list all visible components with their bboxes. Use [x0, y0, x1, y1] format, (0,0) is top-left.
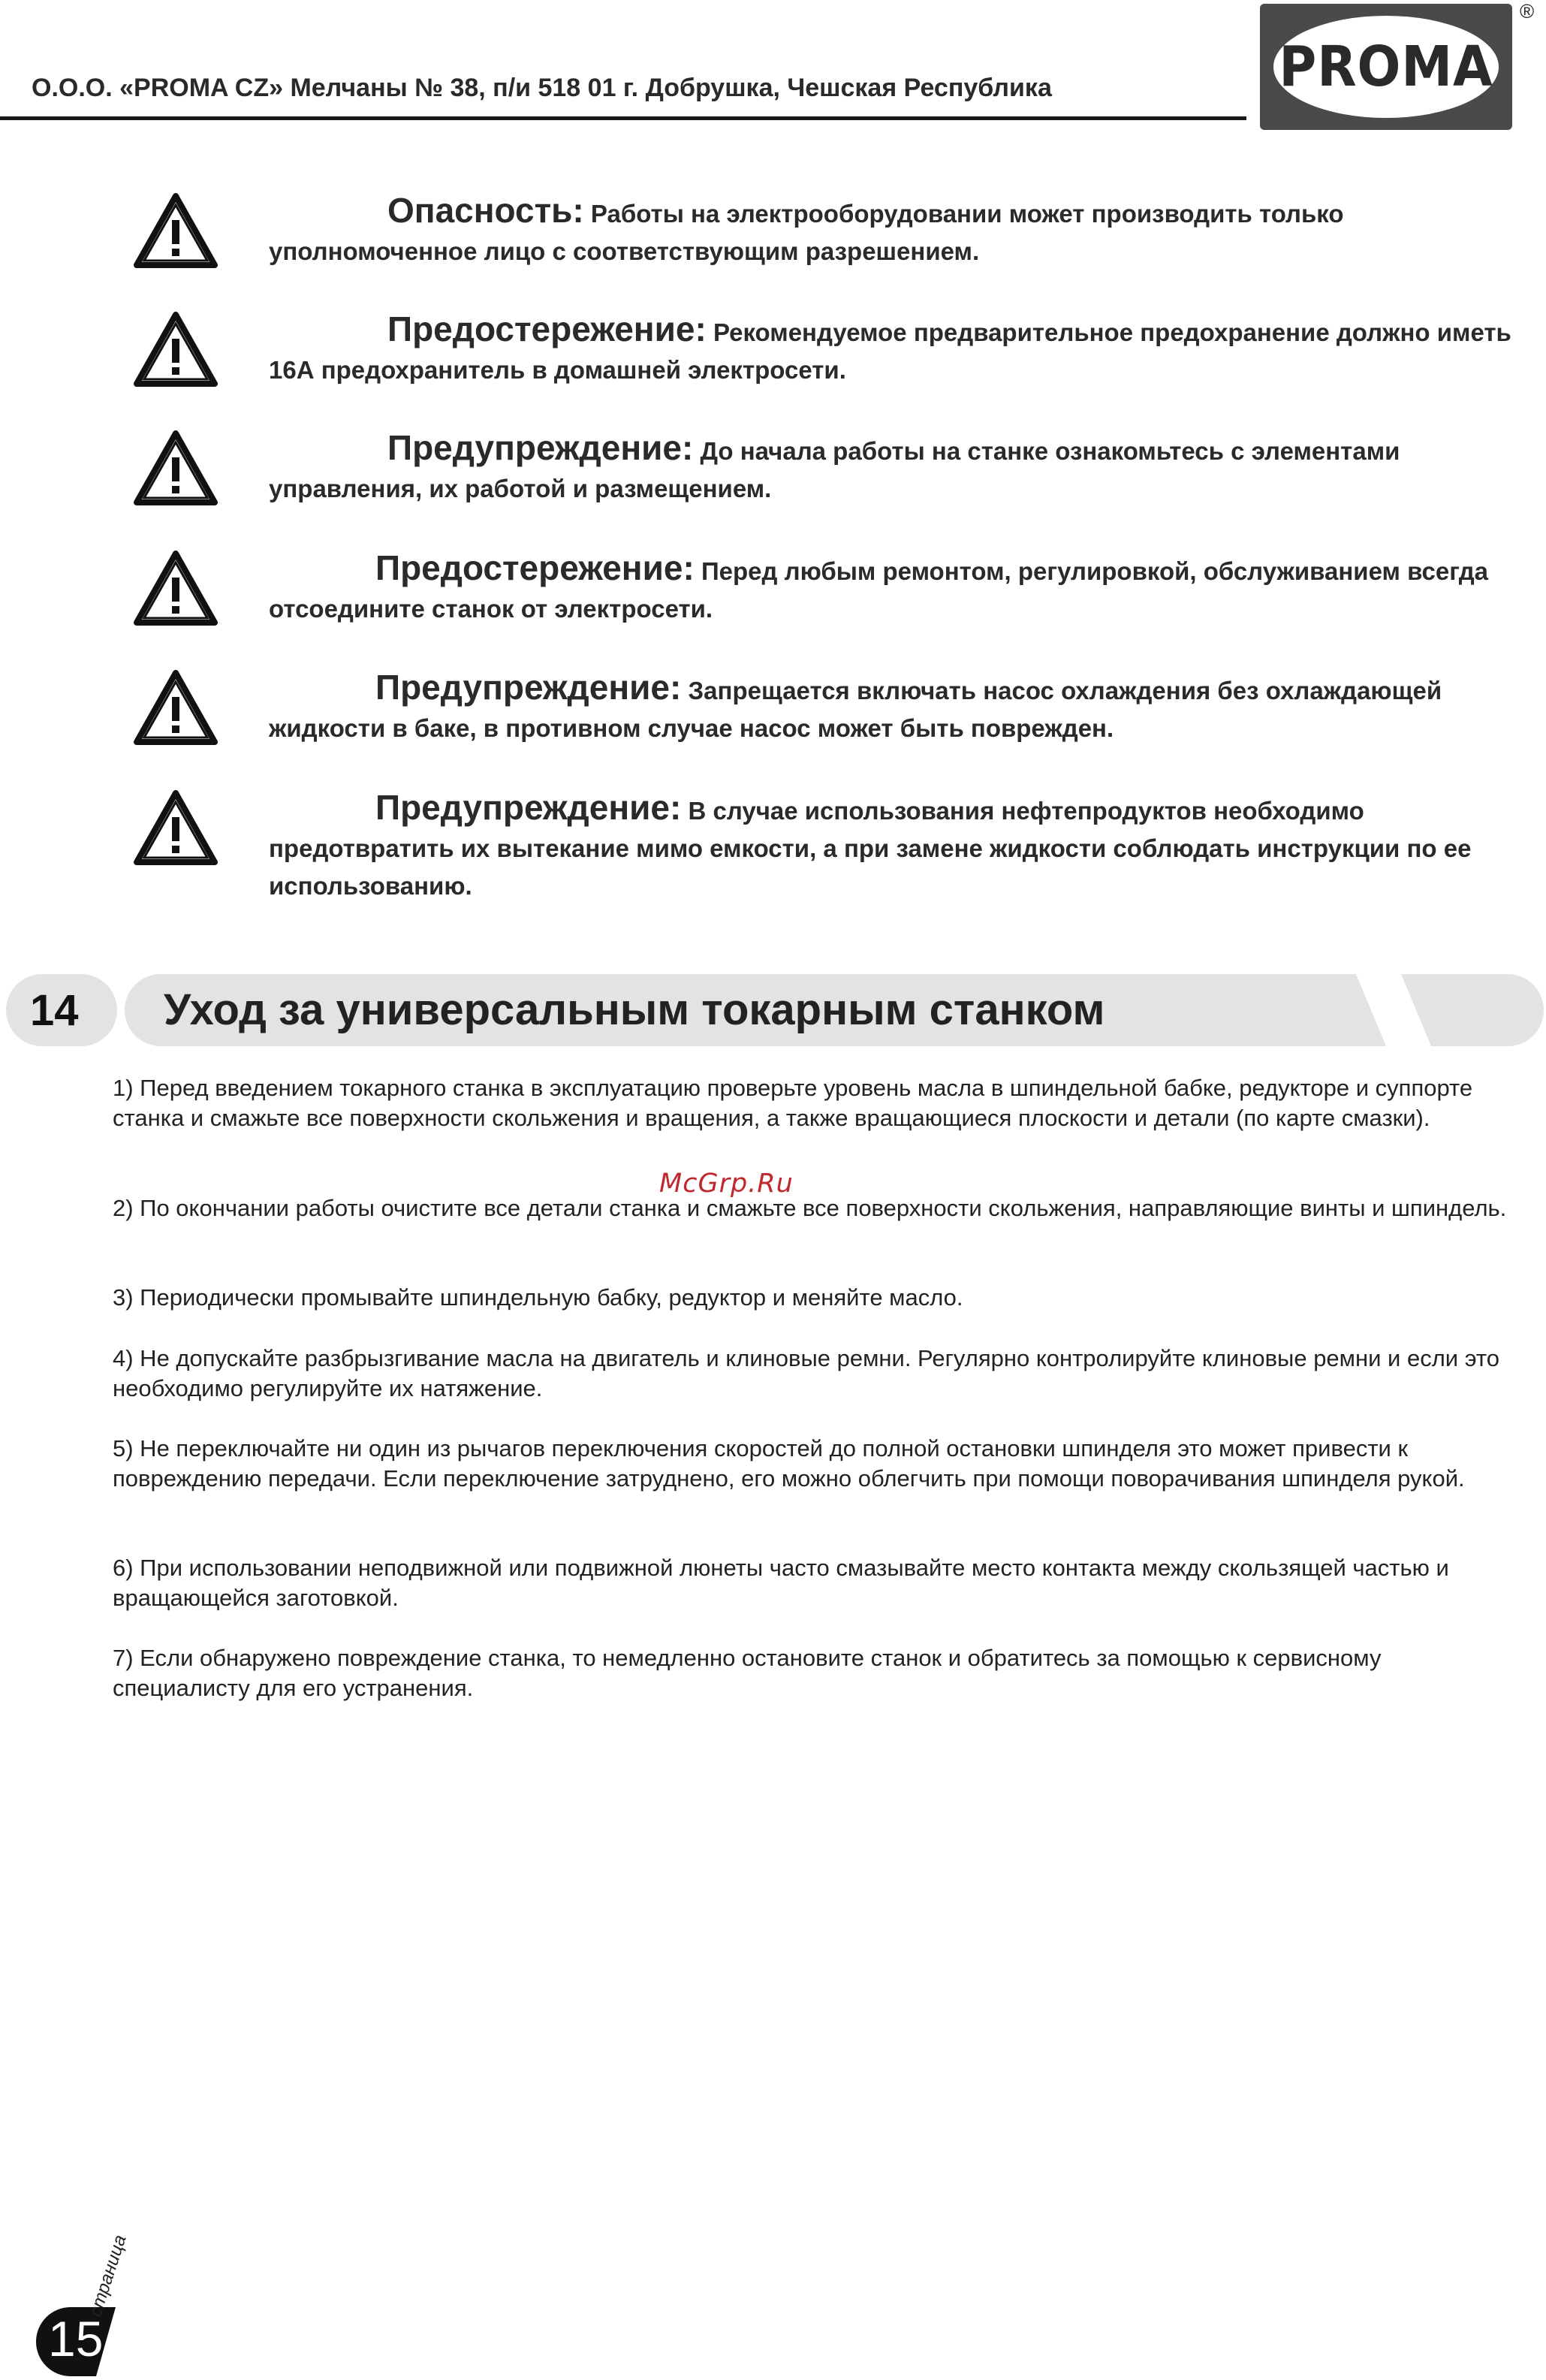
warning-text: [269, 310, 1526, 389]
section-bar-end-cap: [1401, 974, 1544, 1046]
paragraph-5: 5) Не переключайте ни один из рычагов переключения скоростей до полной остановки шпинделя это может привести к повреждению передачи. Если переключение затруднено, его можно облегчить при помощи поворачивания шпинделя рукой.: [113, 1435, 1465, 1492]
warning-text: [269, 668, 1526, 747]
paragraph-1: 1) Перед введением токарного станка в эксплуатацию проверьте уровень масла в шпиндельной бабке, редукторе и суппорте станка и смажьте все поверхности скольжения и вращения, а также вращающиеся плоскости и детали (по карте смазки).: [113, 1075, 1473, 1131]
warning-label: Предупреждение:: [375, 788, 682, 827]
warning-text: [269, 192, 1526, 270]
company-address: О.О.О. «PROMA CZ» Мелчаны № 38, п/и 518 01 г. Добрушка, Чешская Республика: [32, 74, 1052, 102]
warning-body: Запрещается включать насос охлаждения без охлаждающей жидкости в баке, в противном случае насос может быть поврежден.: [269, 677, 1442, 742]
warning-label: Опасность:: [387, 191, 584, 230]
watermark: McGrp.Ru: [659, 1169, 794, 1199]
warning-body: Перед любым ремонтом, регулировкой, обслуживанием всегда отсоедините станок от электросети.: [269, 557, 1489, 623]
logo-oval: [1273, 16, 1499, 118]
warning-label: Предостережение:: [387, 309, 707, 348]
warning-body: Рекомендуемое предварительное предохранение должно иметь 16А предохранитель в домашней электросети.: [269, 318, 1511, 384]
header-divider: [0, 116, 1246, 120]
warning-text: [269, 549, 1526, 628]
page-word: страница: [85, 2232, 131, 2319]
paragraph-2: 2) По окончании работы очистите все детали станка и смажьте все поверхности скольжения, направляющие винты и шпиндель.: [113, 1195, 1507, 1221]
warning-triangle-icon: [132, 789, 219, 867]
registered-mark: ®: [1520, 0, 1535, 23]
paragraph-7: 7) Если обнаружено повреждение станка, то немедленно остановите станок и обратитесь за помощью к сервисному специалисту для его устранения.: [113, 1645, 1382, 1701]
section-title: Уход за универсальным токарным станком: [164, 985, 1105, 1034]
warning-body: До начала работы на станке ознакомьтесь с элементами управления, их работой и размещением.: [269, 437, 1400, 502]
warning-triangle-icon: [132, 310, 219, 388]
section-number: 14: [6, 974, 117, 1046]
warning-label: Предостережение:: [375, 548, 695, 587]
warning-triangle-icon: [132, 668, 219, 747]
warning-text: [269, 429, 1526, 508]
paragraph-4: 4) Не допускайте разбрызгивание масла на двигатель и клиновые ремни. Регулярно контролируйте клиновые ремни и если это необходимо регулируйте их натяжение.: [113, 1345, 1499, 1401]
paragraph-6: 6) При использовании неподвижной или подвижной люнеты часто смазывайте место контакта между скользящей частью и вращающейся заготовкой.: [113, 1555, 1449, 1611]
logo-text: PROMA: [1279, 35, 1493, 99]
paragraph-3: 3) Периодически промывайте шпиндельную бабку, редуктор и меняйте масло.: [113, 1284, 963, 1311]
proma-logo: [1260, 4, 1512, 130]
warning-text: [269, 789, 1526, 905]
page-number: 15: [48, 2311, 104, 2366]
warning-triangle-icon: [132, 192, 219, 270]
warning-body: В случае использования нефтепродуктов необходимо предотвратить их вытекание мимо емкости, а при замене жидкости соблюдать инструкции по ее использованию.: [269, 797, 1472, 900]
warning-triangle-icon: [132, 429, 219, 507]
warning-label: Предупреждение:: [387, 428, 694, 467]
warning-triangle-icon: [132, 549, 219, 627]
warning-label: Предупреждение:: [375, 668, 682, 707]
warning-body: Работы на электрооборудовании может производить только уполномоченное лицо с соответствующим разрешением.: [269, 200, 1344, 265]
